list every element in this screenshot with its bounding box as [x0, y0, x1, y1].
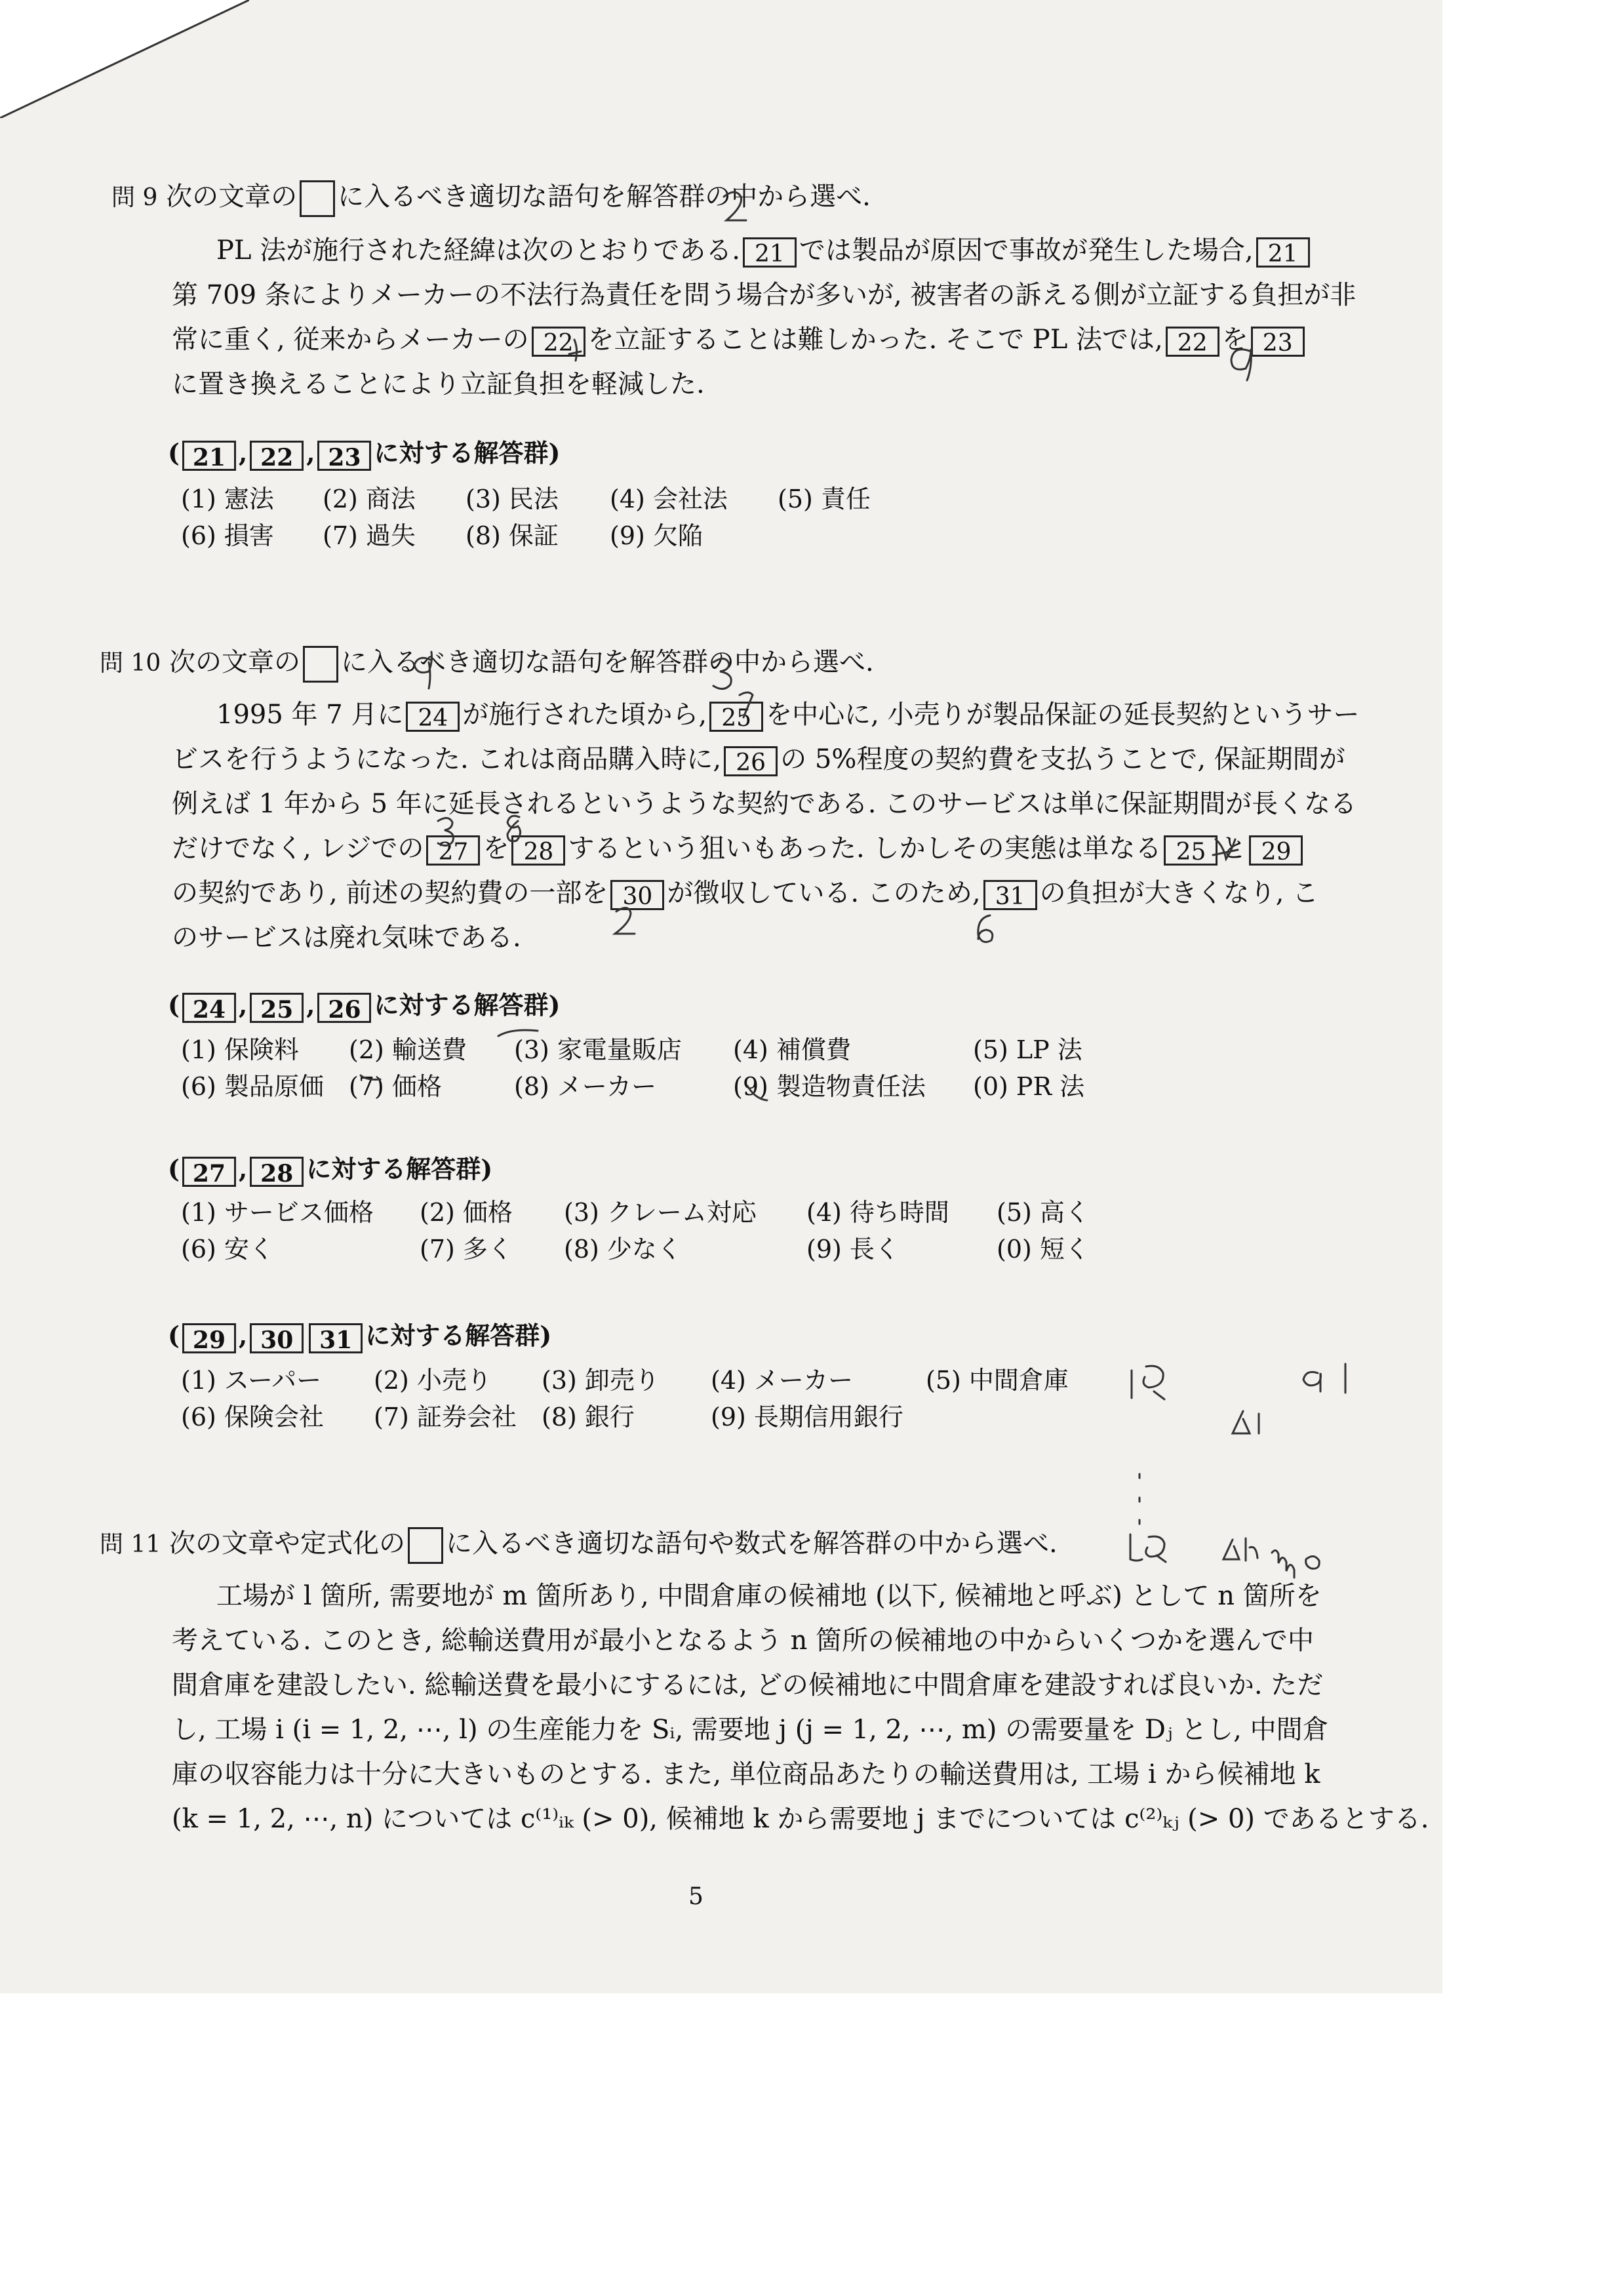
option: (7) 多く	[420, 1235, 513, 1264]
option: (5) LP 法	[973, 1035, 1082, 1064]
option: (7) 証券会社	[374, 1403, 517, 1431]
option: (0) PR 法	[973, 1072, 1085, 1101]
answer-box-29: 29	[1249, 835, 1303, 866]
answer-box-30: 30	[610, 880, 664, 910]
option: (9) 欠陥	[610, 521, 703, 550]
text-line: 考えている. このとき, 総輸送費用が最小となるよう n 箇所の候補地の中からいくつかを選んで中	[172, 1626, 1315, 1656]
option: (6) 製品原価	[181, 1072, 324, 1101]
option: (4) メーカー	[711, 1366, 854, 1395]
option: (6) 損害	[181, 521, 274, 550]
option: (2) 価格	[420, 1198, 513, 1227]
question-10-title: 問 10 次の文章の に入るべき適切な語句を解答群の中から選べ.	[100, 641, 874, 683]
option: (0) 短く	[997, 1235, 1090, 1264]
option: (9) 長期信用銀行	[711, 1403, 903, 1431]
answer-box-27: 27	[426, 835, 480, 866]
option: (1) サービス価格	[181, 1198, 374, 1227]
option: (5) 高く	[997, 1198, 1090, 1227]
option: (5) 中間倉庫	[926, 1366, 1069, 1395]
text-line: し, 工場 i (i = 1, 2, ⋯, l) の生産能力を Sᵢ, 需要地 j (j = 1, 2, ⋯, m) の需要量を Dⱼ とし, 中間倉	[172, 1715, 1329, 1745]
answer-box-23: 23	[1251, 327, 1305, 357]
option: (1) スーパー	[181, 1366, 322, 1395]
answer-box-22: 22	[532, 327, 585, 357]
question-number: 問 11	[100, 1531, 161, 1558]
option: (1) 保険料	[181, 1035, 299, 1064]
text-line: 1995 年 7 月に 24 が施行された頃から, 25 を中心に, 小売りが製品保証の延長契約というサー	[216, 700, 1360, 732]
text-line: に置き換えることにより立証負担を軽減した.	[172, 369, 705, 399]
option: (8) 銀行	[542, 1403, 635, 1431]
answer-group-header: ( 29 , 30 31 に対する解答群)	[168, 1321, 552, 1354]
option: (8) メーカー	[514, 1072, 657, 1101]
question-number: 問 9	[111, 184, 158, 211]
option: (7) 過失	[323, 521, 416, 550]
answer-box-26: 26	[724, 746, 778, 776]
answer-box-21: 21	[1256, 237, 1310, 268]
text-line: の契約であり, 前述の契約費の一部を 30 が徴収している. このため, 31 の負担が大きくなり, こ	[172, 878, 1319, 910]
option: (3) 家電量販店	[514, 1035, 682, 1064]
page-number: 5	[688, 1883, 703, 1910]
question-number: 問 10	[100, 650, 161, 677]
answer-box-22: 22	[1166, 327, 1219, 357]
option: (2) 輸送費	[349, 1035, 467, 1064]
option: (8) 保証	[465, 521, 559, 550]
question-11-title: 問 11 次の文章や定式化の に入るべき適切な語句や数式を解答群の中から選べ.	[100, 1523, 1058, 1564]
option: (7) 価格	[349, 1072, 442, 1101]
answer-box-25: 25	[1164, 835, 1218, 866]
text-line: のサービスは廃れ気味である.	[172, 923, 521, 953]
answer-box-24: 24	[406, 702, 460, 732]
option: (8) 少なく	[564, 1235, 682, 1264]
text-line: 常に重く, 従来からメーカーの 22 を立証することは難しかった. そこで PL 法では, 22 を 23	[172, 319, 1307, 357]
text-line: 例えば 1 年から 5 年に延長されるというような契約である. このサービスは単に保証期間が長くなる	[172, 789, 1357, 819]
text-line: 第 709 条によりメーカーの不法行為責任を問う場合が多いが, 被害者の訴える側が立証する負担が非	[172, 280, 1357, 310]
option: (4) 会社法	[610, 485, 728, 513]
text-line: 間倉庫を建設したい. 総輸送費を最小にするには, どの候補地に中間倉庫を建設すれば良いか. ただ	[172, 1670, 1324, 1700]
option: (4) 待ち時間	[806, 1198, 949, 1227]
option: (2) 商法	[323, 485, 416, 513]
text-line: (k = 1, 2, ⋯, n) については c⁽¹⁾ᵢₖ (> 0), 候補地 k から需要地 j までについては c⁽²⁾ₖⱼ (> 0) であるとする.	[172, 1804, 1429, 1834]
text-line: 庫の収容能力は十分に大きいものとする. また, 単位商品あたりの輸送費用は, 工場 i から候補地 k	[172, 1759, 1320, 1789]
text-line: PL 法が施行された経緯は次のとおりである. 21 では製品が原因で事故が発生した場合, 21	[216, 230, 1313, 268]
text-line: 工場が l 箇所, 需要地が m 箇所あり, 中間倉庫の候補地 (以下, 候補地と呼ぶ) として n 箇所を	[216, 1581, 1322, 1611]
option: (9) 長く	[806, 1235, 900, 1264]
option: (6) 保険会社	[181, 1403, 324, 1431]
text-line: だけでなく, レジでの 27 を 28 するという狙いもあった. しかしその実態は単なる 25 と 29	[172, 828, 1305, 866]
option: (1) 憲法	[181, 485, 274, 513]
option: (3) 卸売り	[542, 1366, 660, 1395]
answer-box-31: 31	[983, 880, 1037, 910]
option: (2) 小売り	[374, 1366, 492, 1395]
option: (6) 安く	[181, 1235, 274, 1264]
answer-group-header: ( 27 , 28 に対する解答群)	[168, 1154, 493, 1187]
text-line: ビスを行うようになった. これは商品購入時に, 26 の 5%程度の契約費を支払うことで, 保証期間が	[172, 744, 1345, 776]
option: (4) 補償費	[733, 1035, 851, 1064]
option: (5) 責任	[778, 485, 871, 513]
answer-group-header: ( 24 , 25 , 26 に対する解答群)	[168, 990, 561, 1024]
option: (3) クレーム対応	[564, 1198, 757, 1227]
answer-group-header: ( 21 , 22 , 23 に対する解答群)	[168, 438, 561, 471]
answer-box-28: 28	[511, 835, 565, 866]
option: (9) 製造物責任法	[733, 1072, 926, 1101]
question-9-title: 問 9 次の文章の に入るべき適切な語句を解答群の中から選べ.	[111, 176, 871, 217]
answer-box-25: 25	[709, 702, 763, 732]
answer-box-21: 21	[743, 237, 797, 268]
option: (3) 民法	[465, 485, 559, 513]
